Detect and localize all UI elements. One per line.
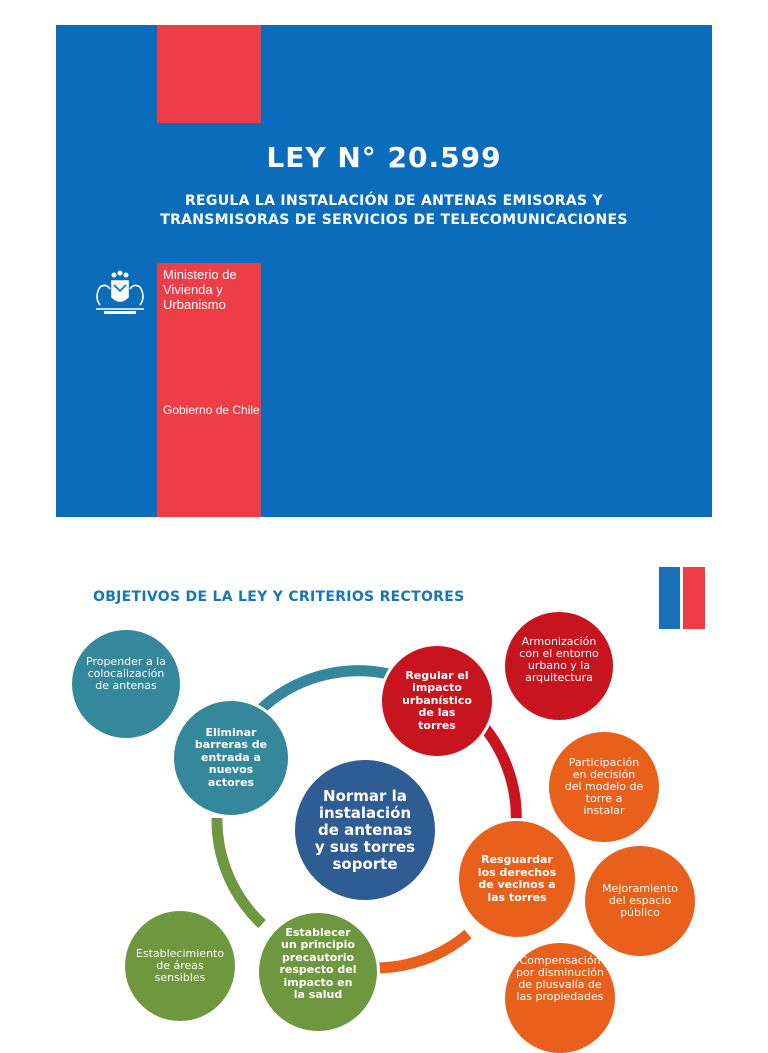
text-line: impacto en [283,975,353,989]
text-line: urbano y la [527,659,591,672]
criterion-text [86,656,166,692]
criterion-mejoramiento [585,846,695,956]
center-text [315,788,415,873]
criterion-text [602,883,678,919]
criterion-text [516,955,604,1003]
text-line: público [620,906,660,919]
text-line: Participación [568,756,640,769]
text-line: barreras de [194,738,268,752]
text-line: Armonización [521,635,597,648]
text-line: entrada a [201,750,261,764]
text-line: con el entorno [519,647,599,660]
text-line: de vecinos a [478,878,556,891]
subtitle-line: TRANSMISORAS DE SERVICIOS DE TELECOMUNICACIONES [160,212,628,228]
text-line: un principio [281,938,355,951]
ring-arc-orange [372,934,468,968]
text-line: urbanístico [402,693,472,707]
objective-text [195,727,267,790]
ring-arc-teal [258,671,393,712]
text-line: por disminución [515,966,605,979]
criterion-participacion [549,732,659,842]
text-line: de antenas [317,820,412,839]
text-line: Propender a la [86,655,166,668]
text-line: torres [418,718,456,732]
text-line: de las [418,706,456,720]
text-line: Establecimiento [135,947,225,960]
text-line: del modelo de [564,780,644,793]
text-line: de antenas [95,679,157,692]
text-line: las torres [487,890,547,904]
text-line: colocalización [87,667,165,680]
ministry-line: Vivienda y [163,282,223,297]
ring-arc-red [478,720,516,826]
slide-title: OBJETIVOS DE LA LEY Y CRITERIOS RECTORES [93,589,465,605]
criterion-establecimiento [125,911,235,1021]
text-line: Compensación [519,954,601,967]
text-line: Eliminar [205,725,257,739]
text-line: nuevos [208,763,254,777]
text-line: arquitectura [525,671,593,684]
text-line: impacto [412,681,462,695]
text-line: torre a [585,792,623,805]
criterion-armonizacion [505,612,613,720]
government-label: Gobierno de Chile [163,403,260,417]
text-line: los derechos [477,865,557,879]
text-line: soporte [332,854,398,873]
text-line: de áreas [156,959,204,972]
objective-resguardar [456,818,578,940]
objective-eliminar [171,698,291,818]
criterion-compensacion [505,943,615,1053]
text-line: de plusvalía de [518,978,602,991]
ministry-line: Ministerio de [163,267,237,282]
objective-regular [379,643,495,759]
text-line: la salud [293,988,343,1001]
objective-text [402,670,472,733]
criterion-text [565,757,644,817]
text-line: Mejoramiento [602,882,678,895]
text-line: las propiedades [516,990,604,1003]
text-line: instalación [318,803,412,822]
text-line: y sus torres [314,837,416,856]
objective-text [279,927,356,1002]
objective-text [478,854,556,904]
ministry-line: Urbanismo [163,297,226,312]
objective-establecer [256,910,380,1034]
criterion-text [519,636,598,684]
text-line: precautorio [281,950,355,964]
text-line: Normar la [323,786,407,805]
text-line: Regular el [405,668,469,682]
law-title: LEY N° 20.599 [266,141,502,174]
text-line: Establecer [285,925,351,939]
center-circle-normar [292,757,438,903]
text-line: en decisión [572,768,636,781]
criterion-propender [72,630,180,738]
subtitle-line: REGULA LA INSTALACIÓN DE ANTENAS EMISORAS Y [184,193,604,209]
text-line: respecto del [279,963,357,976]
text-line: Resguardar [481,853,553,866]
text-line: sensibles [154,971,206,984]
text-line: actores [207,775,255,789]
text-line: instalar [583,804,625,817]
criterion-text [136,948,224,984]
ring-arc-green [217,818,262,924]
text-line: del espacio [608,894,672,907]
